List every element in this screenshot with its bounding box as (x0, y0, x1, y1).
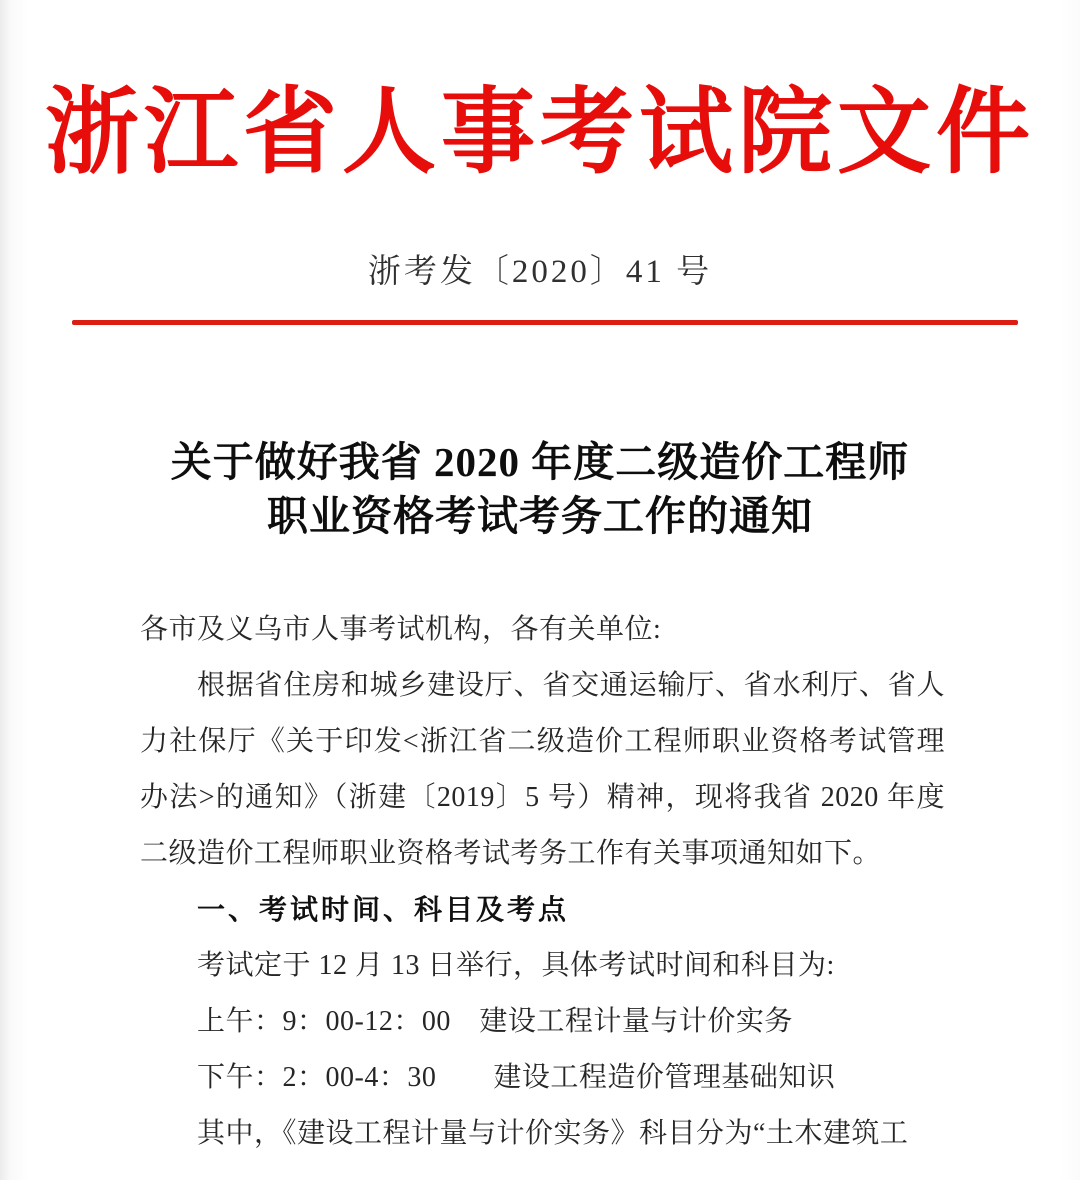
body-line: 二级造价工程师职业资格考试考务工作有关事项通知如下。 (140, 838, 882, 869)
notice-title-line-2: 职业资格考试考务工作的通知 (267, 493, 813, 539)
body-line: 根据省住房和城乡建设厅、省交通运输厅、省水利厅、省人 (197, 670, 945, 701)
document-number: 浙考发〔2020〕41 号 (367, 254, 713, 290)
section-heading-exam-time: 一、考试时间、科目及考点 (197, 894, 570, 925)
body-line-afternoon-session: 下午：2：00-4：30 建设工程造价管理基础知识 (197, 1062, 836, 1093)
notice-title-line-1: 关于做好我省 2020 年度二级造价工程师 (170, 439, 910, 485)
document-header-title: 浙江省人事考试院文件 (44, 81, 1035, 185)
body-line: 力社保厅《关于印发<浙江省二级造价工程师职业资格考试管理 (140, 726, 945, 757)
body-line-exam-date: 考试定于 12 月 13 日举行，具体考试时间和科目为: (197, 950, 835, 981)
body-line: 办法>的通知》（浙建〔2019〕5 号）精神，现将我省 2020 年度 (140, 782, 945, 813)
red-divider-line (72, 320, 1018, 325)
body-line-morning-session: 上午：9：00-12：00 建设工程计量与计价实务 (197, 1006, 793, 1037)
notice-title (0, 435, 1080, 543)
notice-body (140, 602, 945, 1162)
body-line-subject-split: 其中，《建设工程计量与计价实务》科目分为“土木建筑工 (197, 1118, 909, 1149)
salutation-line: 各市及义乌市人事考试机构，各有关单位: (140, 614, 662, 645)
